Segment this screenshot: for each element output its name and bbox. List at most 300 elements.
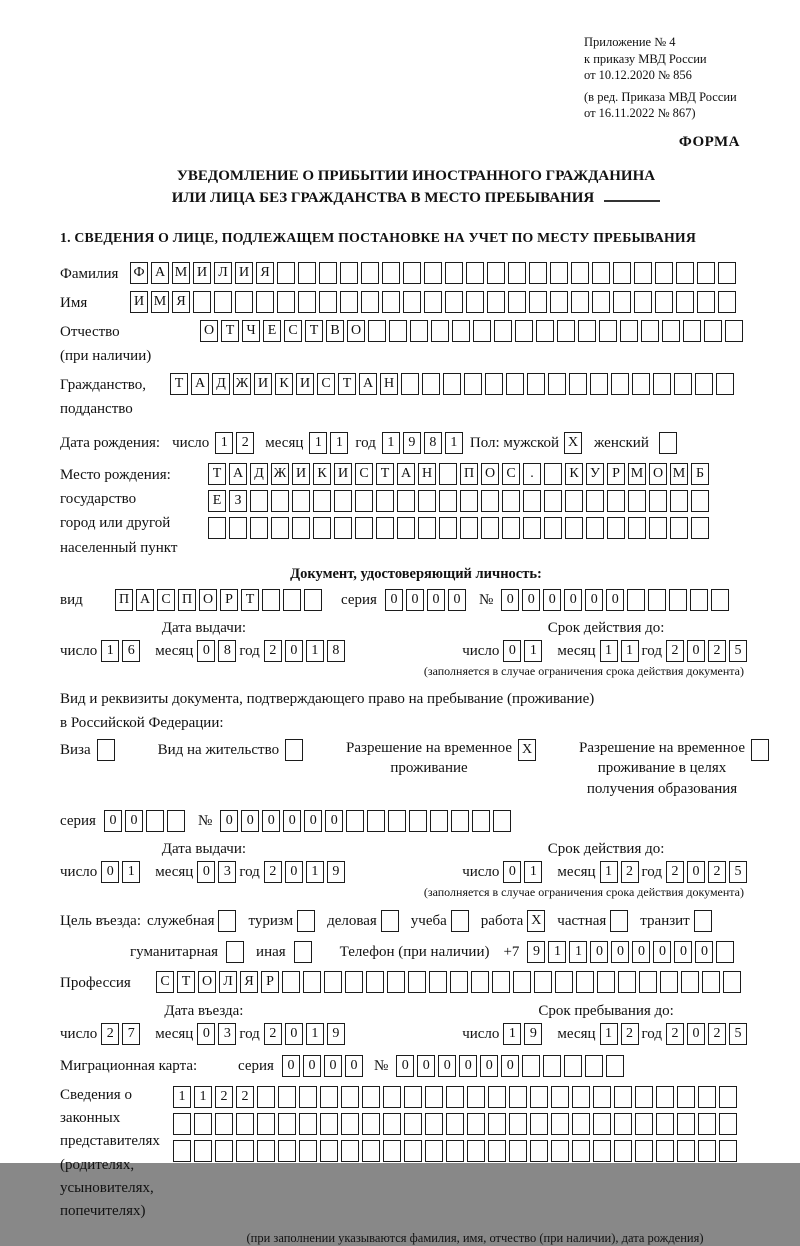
char-cell[interactable]: С <box>284 320 302 342</box>
char-cell[interactable] <box>368 320 386 342</box>
char-cell[interactable]: 0 <box>220 810 238 832</box>
char-cell[interactable] <box>593 1086 611 1108</box>
char-cell[interactable]: Л <box>214 262 232 284</box>
char-cell[interactable]: Е <box>208 490 226 512</box>
char-cell[interactable]: 1 <box>306 1023 324 1045</box>
char-cell[interactable] <box>236 1140 254 1162</box>
char-cell[interactable] <box>367 810 385 832</box>
char-cell[interactable] <box>214 291 232 313</box>
char-cell[interactable]: 1 <box>306 861 324 883</box>
char-cell[interactable]: 0 <box>197 640 215 662</box>
char-cell[interactable]: 9 <box>527 941 545 963</box>
char-cell[interactable]: К <box>275 373 293 395</box>
char-cell[interactable]: И <box>235 262 253 284</box>
char-cell[interactable] <box>593 1140 611 1162</box>
char-cell[interactable] <box>250 490 268 512</box>
char-cell[interactable] <box>697 262 715 284</box>
char-cell[interactable]: 0 <box>501 589 519 611</box>
char-cell[interactable] <box>271 517 289 539</box>
char-cell[interactable]: 5 <box>729 861 747 883</box>
char-cell[interactable] <box>662 320 680 342</box>
char-cell[interactable] <box>677 1113 695 1135</box>
char-cell[interactable] <box>277 262 295 284</box>
char-cell[interactable] <box>509 1113 527 1135</box>
char-cell[interactable] <box>472 810 490 832</box>
char-cell[interactable] <box>355 517 373 539</box>
char-cell[interactable] <box>299 1140 317 1162</box>
char-cell[interactable] <box>146 810 164 832</box>
char-cell[interactable]: 2 <box>101 1023 119 1045</box>
char-cell[interactable] <box>229 517 247 539</box>
char-cell[interactable] <box>404 1113 422 1135</box>
char-cell[interactable] <box>506 373 524 395</box>
char-cell[interactable]: О <box>481 463 499 485</box>
char-cell[interactable] <box>683 320 701 342</box>
char-cell[interactable]: Т <box>241 589 259 611</box>
char-cell[interactable] <box>677 1086 695 1108</box>
char-cell[interactable] <box>424 291 442 313</box>
char-cell[interactable] <box>639 971 657 993</box>
char-cell[interactable]: 0 <box>564 589 582 611</box>
char-cell[interactable] <box>725 320 743 342</box>
char-cell[interactable]: 0 <box>448 589 466 611</box>
char-cell[interactable] <box>362 1140 380 1162</box>
char-cell[interactable]: 0 <box>653 941 671 963</box>
char-cell[interactable] <box>572 1086 590 1108</box>
char-cell[interactable] <box>383 1086 401 1108</box>
char-cell[interactable] <box>634 262 652 284</box>
char-cell[interactable]: 2 <box>264 1023 282 1045</box>
char-cell[interactable]: Р <box>607 463 625 485</box>
char-cell[interactable] <box>592 291 610 313</box>
char-cell[interactable]: 1 <box>621 640 639 662</box>
char-cell[interactable] <box>429 971 447 993</box>
char-cell[interactable]: З <box>229 490 247 512</box>
char-cell[interactable] <box>493 810 511 832</box>
char-cell[interactable]: 1 <box>569 941 587 963</box>
char-cell[interactable] <box>698 1086 716 1108</box>
char-cell[interactable] <box>446 1086 464 1108</box>
char-cell[interactable]: К <box>313 463 331 485</box>
char-cell[interactable]: 2 <box>236 1086 254 1108</box>
char-cell[interactable] <box>257 1113 275 1135</box>
char-cell[interactable] <box>698 1113 716 1135</box>
char-cell[interactable] <box>586 517 604 539</box>
char-cell[interactable]: 1 <box>548 941 566 963</box>
char-cell[interactable] <box>355 490 373 512</box>
char-cell[interactable] <box>649 490 667 512</box>
char-cell[interactable] <box>704 320 722 342</box>
char-cell[interactable]: Н <box>418 463 436 485</box>
char-cell[interactable] <box>467 1113 485 1135</box>
char-cell[interactable] <box>492 971 510 993</box>
char-cell[interactable] <box>613 291 631 313</box>
char-cell[interactable] <box>425 1113 443 1135</box>
char-cell[interactable]: 2 <box>666 1023 684 1045</box>
char-cell[interactable] <box>382 262 400 284</box>
char-cell[interactable] <box>278 1086 296 1108</box>
char-cell[interactable] <box>471 971 489 993</box>
char-cell[interactable] <box>467 1086 485 1108</box>
char-cell[interactable] <box>695 373 713 395</box>
char-cell[interactable] <box>422 373 440 395</box>
char-cell[interactable]: 0 <box>324 1055 342 1077</box>
char-cell[interactable]: 9 <box>327 861 345 883</box>
char-cell[interactable] <box>557 320 575 342</box>
char-cell[interactable] <box>509 1140 527 1162</box>
char-cell[interactable] <box>555 971 573 993</box>
char-cell[interactable]: Т <box>208 463 226 485</box>
char-cell[interactable] <box>697 291 715 313</box>
char-cell[interactable]: 2 <box>708 861 726 883</box>
char-cell[interactable] <box>313 490 331 512</box>
char-cell[interactable] <box>250 517 268 539</box>
char-cell[interactable] <box>282 971 300 993</box>
char-cell[interactable] <box>362 1086 380 1108</box>
char-cell[interactable] <box>508 291 526 313</box>
char-cell[interactable]: 6 <box>122 640 140 662</box>
char-cell[interactable] <box>346 810 364 832</box>
char-cell[interactable]: 0 <box>101 861 119 883</box>
char-cell[interactable] <box>515 320 533 342</box>
char-cell[interactable] <box>632 373 650 395</box>
char-cell[interactable] <box>262 589 280 611</box>
char-cell[interactable] <box>430 810 448 832</box>
char-cell[interactable] <box>403 291 421 313</box>
char-cell[interactable] <box>534 971 552 993</box>
char-cell[interactable] <box>408 971 426 993</box>
char-cell[interactable]: П <box>460 463 478 485</box>
char-cell[interactable] <box>452 320 470 342</box>
char-cell[interactable] <box>572 1113 590 1135</box>
char-cell[interactable] <box>304 589 322 611</box>
char-cell[interactable] <box>460 490 478 512</box>
char-cell[interactable]: Н <box>380 373 398 395</box>
char-cell[interactable] <box>362 1113 380 1135</box>
char-cell[interactable]: 0 <box>585 589 603 611</box>
char-cell[interactable]: 0 <box>503 640 521 662</box>
char-cell[interactable]: 1 <box>524 861 542 883</box>
char-cell[interactable]: 0 <box>606 589 624 611</box>
char-cell[interactable]: 0 <box>104 810 122 832</box>
char-cell[interactable] <box>674 373 692 395</box>
char-cell[interactable] <box>445 291 463 313</box>
char-cell[interactable] <box>173 1113 191 1135</box>
char-cell[interactable]: 0 <box>396 1055 414 1077</box>
char-cell[interactable] <box>257 1086 275 1108</box>
char-cell[interactable]: 0 <box>501 1055 519 1077</box>
char-cell[interactable] <box>397 517 415 539</box>
char-cell[interactable] <box>298 291 316 313</box>
char-cell[interactable] <box>614 1140 632 1162</box>
char-cell[interactable] <box>551 1113 569 1135</box>
char-cell[interactable]: Ч <box>242 320 260 342</box>
char-cell[interactable]: 2 <box>708 1023 726 1045</box>
char-cell[interactable] <box>508 262 526 284</box>
char-cell[interactable]: 0 <box>590 941 608 963</box>
char-cell[interactable] <box>670 517 688 539</box>
char-cell[interactable] <box>627 589 645 611</box>
char-cell[interactable]: И <box>334 463 352 485</box>
char-cell[interactable] <box>334 490 352 512</box>
char-cell[interactable]: О <box>200 320 218 342</box>
char-cell[interactable] <box>271 490 289 512</box>
char-cell[interactable]: 9 <box>524 1023 542 1045</box>
char-cell[interactable] <box>439 490 457 512</box>
char-cell[interactable] <box>628 490 646 512</box>
char-cell[interactable] <box>544 517 562 539</box>
char-cell[interactable] <box>719 1113 737 1135</box>
char-cell[interactable]: С <box>317 373 335 395</box>
char-cell[interactable]: 0 <box>687 640 705 662</box>
char-cell[interactable] <box>460 517 478 539</box>
char-cell[interactable] <box>403 262 421 284</box>
char-cell[interactable]: 0 <box>197 1023 215 1045</box>
char-cell[interactable] <box>481 517 499 539</box>
temp-residence-checkbox[interactable]: X <box>518 739 536 761</box>
char-cell[interactable]: 0 <box>459 1055 477 1077</box>
char-cell[interactable] <box>653 373 671 395</box>
purpose-transit-checkbox[interactable] <box>694 910 712 932</box>
char-cell[interactable] <box>530 1086 548 1108</box>
char-cell[interactable]: О <box>198 971 216 993</box>
char-cell[interactable]: 5 <box>729 1023 747 1045</box>
char-cell[interactable]: 1 <box>503 1023 521 1045</box>
char-cell[interactable] <box>236 1113 254 1135</box>
char-cell[interactable]: Т <box>177 971 195 993</box>
char-cell[interactable]: 1 <box>600 1023 618 1045</box>
char-cell[interactable] <box>543 1055 561 1077</box>
char-cell[interactable]: 0 <box>303 1055 321 1077</box>
char-cell[interactable]: 1 <box>194 1086 212 1108</box>
char-cell[interactable] <box>467 1140 485 1162</box>
char-cell[interactable]: Ж <box>233 373 251 395</box>
char-cell[interactable]: Т <box>338 373 356 395</box>
char-cell[interactable]: 1 <box>382 432 400 454</box>
char-cell[interactable] <box>194 1140 212 1162</box>
char-cell[interactable] <box>718 291 736 313</box>
char-cell[interactable]: 1 <box>122 861 140 883</box>
char-cell[interactable]: А <box>191 373 209 395</box>
char-cell[interactable] <box>628 517 646 539</box>
char-cell[interactable] <box>319 262 337 284</box>
char-cell[interactable] <box>681 971 699 993</box>
char-cell[interactable] <box>649 517 667 539</box>
char-cell[interactable] <box>193 291 211 313</box>
char-cell[interactable]: О <box>649 463 667 485</box>
purpose-study-checkbox[interactable] <box>451 910 469 932</box>
char-cell[interactable]: О <box>347 320 365 342</box>
char-cell[interactable] <box>410 320 428 342</box>
char-cell[interactable]: 2 <box>264 640 282 662</box>
char-cell[interactable]: И <box>292 463 310 485</box>
char-cell[interactable]: Л <box>219 971 237 993</box>
char-cell[interactable]: 0 <box>427 589 445 611</box>
char-cell[interactable] <box>719 1086 737 1108</box>
char-cell[interactable]: 1 <box>600 861 618 883</box>
char-cell[interactable]: 1 <box>445 432 463 454</box>
char-cell[interactable] <box>487 262 505 284</box>
char-cell[interactable]: Я <box>256 262 274 284</box>
char-cell[interactable]: 0 <box>611 941 629 963</box>
char-cell[interactable] <box>397 490 415 512</box>
char-cell[interactable] <box>466 262 484 284</box>
char-cell[interactable] <box>299 1113 317 1135</box>
char-cell[interactable] <box>655 262 673 284</box>
residence-permit-checkbox[interactable] <box>285 739 303 761</box>
char-cell[interactable] <box>334 517 352 539</box>
char-cell[interactable] <box>593 1113 611 1135</box>
char-cell[interactable] <box>523 490 541 512</box>
char-cell[interactable]: М <box>670 463 688 485</box>
char-cell[interactable] <box>319 291 337 313</box>
char-cell[interactable]: Т <box>376 463 394 485</box>
char-cell[interactable]: 0 <box>283 810 301 832</box>
sex-female-checkbox[interactable] <box>659 432 677 454</box>
char-cell[interactable]: 0 <box>385 589 403 611</box>
char-cell[interactable] <box>548 373 566 395</box>
char-cell[interactable] <box>418 517 436 539</box>
char-cell[interactable]: П <box>178 589 196 611</box>
char-cell[interactable] <box>502 517 520 539</box>
char-cell[interactable] <box>669 589 687 611</box>
char-cell[interactable] <box>401 373 419 395</box>
char-cell[interactable]: А <box>397 463 415 485</box>
char-cell[interactable]: 0 <box>285 861 303 883</box>
char-cell[interactable]: 0 <box>241 810 259 832</box>
purpose-business-checkbox[interactable] <box>381 910 399 932</box>
char-cell[interactable]: 0 <box>285 1023 303 1045</box>
char-cell[interactable]: С <box>156 971 174 993</box>
char-cell[interactable] <box>544 463 562 485</box>
char-cell[interactable] <box>366 971 384 993</box>
char-cell[interactable] <box>607 517 625 539</box>
char-cell[interactable]: И <box>130 291 148 313</box>
char-cell[interactable] <box>167 810 185 832</box>
char-cell[interactable]: 2 <box>666 861 684 883</box>
char-cell[interactable]: Я <box>240 971 258 993</box>
char-cell[interactable] <box>656 1140 674 1162</box>
char-cell[interactable] <box>383 1140 401 1162</box>
char-cell[interactable] <box>648 589 666 611</box>
char-cell[interactable] <box>522 1055 540 1077</box>
char-cell[interactable]: 0 <box>125 810 143 832</box>
char-cell[interactable]: 1 <box>215 432 233 454</box>
char-cell[interactable] <box>676 291 694 313</box>
char-cell[interactable]: 0 <box>543 589 561 611</box>
char-cell[interactable] <box>676 262 694 284</box>
char-cell[interactable]: 2 <box>666 640 684 662</box>
char-cell[interactable]: 8 <box>424 432 442 454</box>
char-cell[interactable]: 1 <box>600 640 618 662</box>
char-cell[interactable] <box>320 1086 338 1108</box>
char-cell[interactable] <box>382 291 400 313</box>
char-cell[interactable] <box>256 291 274 313</box>
char-cell[interactable] <box>277 291 295 313</box>
char-cell[interactable]: О <box>199 589 217 611</box>
char-cell[interactable]: 2 <box>621 1023 639 1045</box>
char-cell[interactable]: 3 <box>218 1023 236 1045</box>
char-cell[interactable]: 2 <box>621 861 639 883</box>
char-cell[interactable] <box>529 291 547 313</box>
char-cell[interactable]: 3 <box>218 861 236 883</box>
char-cell[interactable] <box>513 971 531 993</box>
char-cell[interactable] <box>292 490 310 512</box>
char-cell[interactable] <box>551 1140 569 1162</box>
visa-checkbox[interactable] <box>97 739 115 761</box>
char-cell[interactable] <box>208 517 226 539</box>
char-cell[interactable]: 8 <box>327 640 345 662</box>
char-cell[interactable] <box>599 320 617 342</box>
char-cell[interactable] <box>536 320 554 342</box>
char-cell[interactable] <box>299 1086 317 1108</box>
char-cell[interactable]: 0 <box>695 941 713 963</box>
char-cell[interactable] <box>466 291 484 313</box>
char-cell[interactable]: С <box>502 463 520 485</box>
char-cell[interactable] <box>446 1140 464 1162</box>
char-cell[interactable]: Ж <box>271 463 289 485</box>
purpose-tourism-checkbox[interactable] <box>297 910 315 932</box>
char-cell[interactable] <box>257 1140 275 1162</box>
char-cell[interactable]: 0 <box>503 861 521 883</box>
char-cell[interactable]: 0 <box>262 810 280 832</box>
char-cell[interactable] <box>702 971 720 993</box>
char-cell[interactable] <box>388 810 406 832</box>
char-cell[interactable]: 9 <box>403 432 421 454</box>
char-cell[interactable] <box>690 589 708 611</box>
char-cell[interactable] <box>425 1140 443 1162</box>
char-cell[interactable]: 2 <box>215 1086 233 1108</box>
char-cell[interactable] <box>320 1140 338 1162</box>
purpose-private-checkbox[interactable] <box>610 910 628 932</box>
char-cell[interactable] <box>376 490 394 512</box>
char-cell[interactable]: 0 <box>687 861 705 883</box>
char-cell[interactable]: 0 <box>438 1055 456 1077</box>
temp-residence-edu-checkbox[interactable] <box>751 739 769 761</box>
char-cell[interactable] <box>383 1113 401 1135</box>
char-cell[interactable] <box>320 1113 338 1135</box>
char-cell[interactable] <box>586 490 604 512</box>
char-cell[interactable]: 0 <box>197 861 215 883</box>
char-cell[interactable] <box>597 971 615 993</box>
char-cell[interactable] <box>578 320 596 342</box>
char-cell[interactable]: 0 <box>687 1023 705 1045</box>
char-cell[interactable] <box>635 1086 653 1108</box>
char-cell[interactable] <box>451 810 469 832</box>
char-cell[interactable] <box>711 589 729 611</box>
char-cell[interactable]: 0 <box>345 1055 363 1077</box>
purpose-other-checkbox[interactable] <box>294 941 312 963</box>
char-cell[interactable]: 2 <box>236 432 254 454</box>
char-cell[interactable] <box>576 971 594 993</box>
char-cell[interactable] <box>340 262 358 284</box>
char-cell[interactable]: Р <box>220 589 238 611</box>
char-cell[interactable]: И <box>254 373 272 395</box>
char-cell[interactable]: Т <box>305 320 323 342</box>
char-cell[interactable] <box>361 291 379 313</box>
char-cell[interactable] <box>485 373 503 395</box>
char-cell[interactable]: М <box>172 262 190 284</box>
char-cell[interactable] <box>565 490 583 512</box>
char-cell[interactable] <box>341 1086 359 1108</box>
char-cell[interactable] <box>723 971 741 993</box>
char-cell[interactable]: М <box>151 291 169 313</box>
char-cell[interactable] <box>341 1140 359 1162</box>
char-cell[interactable]: 0 <box>406 589 424 611</box>
char-cell[interactable]: А <box>229 463 247 485</box>
char-cell[interactable]: И <box>193 262 211 284</box>
char-cell[interactable] <box>550 262 568 284</box>
